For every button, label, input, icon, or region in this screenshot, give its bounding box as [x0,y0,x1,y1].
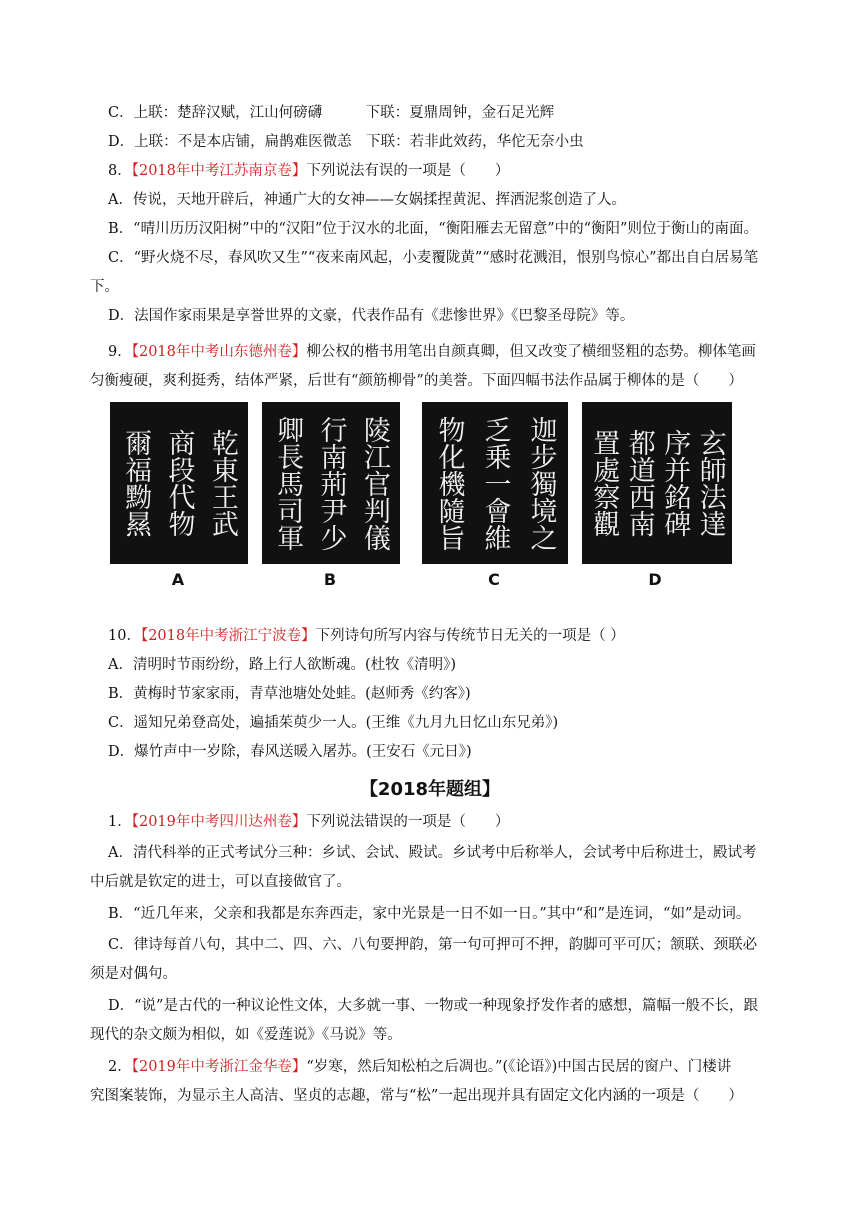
callig-col: 序并銘碑 [659,429,691,537]
calligraphy-image-b [262,402,400,564]
callig-col: 商段代物 [163,429,195,537]
callig-col: 都道西南 [623,429,655,537]
q10-stem [108,626,625,646]
callig-col: 卿長馬司軍 [272,415,304,551]
q10-option-d: D．爆竹声中一岁除，春风送暖入屠苏。(王安石《元日》) [108,744,472,760]
g1-option-d-cont: 现代的杂文颇为相似，如《爱莲说》《马说》等。 [90,1027,402,1043]
q8-question: 下列说法有误的一项是（ ） [306,163,510,179]
g1-option-c: C．律诗每首八句，其中二、四、六、八句要押韵，第一句可押可不押，韵脚可平可仄；颔联、颈联必 [108,937,758,953]
g1-option-c-cont: 须是对偶句。 [90,966,177,982]
g2-source-tag: 【2019年中考浙江金华卷】 [131,1059,307,1075]
calligraphy-image-d [582,402,732,564]
g1-option-a: A．清代科举的正式考试分三种：乡试、会试、殿试。乡试考中后称举人，会试考中后称进士，殿试考 [108,845,757,861]
calligraphy-label-a: A [171,570,185,589]
g2-question: “岁寒，然后知松柏之后凋也。”(《论语》)中国古民居的窗户、门楼讲 [306,1059,732,1075]
q7-option-d: D．上联：不是本店铺，扁鹊难医微恙 下联：若非此效药，华佗无奈小虫 [108,134,584,150]
q8-option-c-cont: 下。 [90,279,119,295]
calligraphy-image-c [422,402,568,564]
q9-source-tag: 【2018年中考山东德州卷】 [131,344,307,360]
q10-option-a: A．清明时节雨纷纷，路上行人欲断魂。(杜牧《清明》) [108,657,457,673]
callig-col: 陵江官判儀 [358,415,390,551]
g2-stem [108,1057,731,1077]
q10-source-tag: 【2018年中考浙江宁波卷】 [140,628,316,644]
callig-col: 行南荊尹少 [315,415,347,551]
q9-number: 9． [108,344,132,360]
g1-option-b: B．“近几年来，父亲和我都是东奔西走，家中光景是一日不如一日。”其中“和”是连词，“如”是动词。 [108,906,751,922]
q8-option-d: D．法国作家雨果是享誉世界的文豪，代表作品有《悲惨世界》《巴黎圣母院》等。 [108,308,635,324]
q8-number: 8． [108,163,132,179]
q7-option-c: C．上联：楚辞汉赋，江山何磅礴 下联：夏鼎周钟，金石足光辉 [108,105,555,121]
calligraphy-label-b: B [323,570,337,589]
g1-option-d: D．“说”是古代的一种议论性文体，大多就一事、一物或一种现象抒发作者的感想，篇幅一般不长，跟 [108,998,758,1014]
q9-stem [108,342,756,362]
callig-col: 乏乗一會維 [479,415,511,551]
g1-source-tag: 【2019年中考四川达州卷】 [131,814,307,830]
g1-question: 下列说法错误的一项是（ ） [306,814,510,830]
g2-question-cont: 究图案装饰，为显示主人高洁、坚贞的志趣，常与“松”一起出现并具有固定文化内涵的一项是（ ） [90,1088,743,1104]
q9-question: 柳公权的楷书用笔出自颜真卿，但又改变了横细竖粗的态势。柳体笔画 [306,344,756,360]
q8-option-c: C．“野火烧不尽，春风吹又生”“夜来南风起，小麦覆陇黄”“感时花溅泪，恨别鸟惊心”都出自白居易笔 [108,250,759,266]
calligraphy-label-d: D [648,570,662,589]
g1-number: 1． [108,814,132,830]
q10-option-c: C．遥知兄弟登高处，遍插茱萸少一人。(王维《九月九日忆山东兄弟》) [108,715,559,731]
callig-col: 爾福黝㬎 [120,429,152,537]
q10-option-b: B．黄梅时节家家雨，青草池塘处处蛙。(赵师秀《约客》) [108,686,471,702]
q8-source-tag: 【2018年中考江苏南京卷】 [131,163,307,179]
q10-question: 下列诗句所写内容与传统节日无关的一项是（ ） [315,628,625,644]
callig-col: 乾東王武 [206,429,238,537]
callig-col: 迦步獨境之 [525,415,557,551]
q10-number: 10． [108,628,141,644]
g1-option-a-cont: 中后就是钦定的进士，可以直接做官了。 [90,874,351,890]
section-heading: 【2018年题组】 [359,779,501,800]
g1-stem [108,812,509,832]
q8-stem [108,161,509,181]
q8-option-b: B．“晴川历历汉阳树”中的“汉阳”位于汉水的北面，“衡阳雁去无留意”中的“衡阳”则位于衡山的南面。 [108,221,758,237]
calligraphy-image-a [110,402,248,564]
q8-option-a: A．传说，天地开辟后，神通广大的女神——女娲揉捏黄泥、挥洒泥浆创造了人。 [108,192,626,208]
callig-col: 物化機隨旨 [433,415,465,551]
callig-col: 玄師法達 [694,429,726,537]
callig-col: 置處察觀 [588,429,620,537]
q9-question-cont: 匀衡瘦硬，爽利挺秀，结体严紧，后世有“颜筋柳骨”的美誉。下面四幅书法作品属于柳体的是（ ） [90,373,743,389]
calligraphy-label-c: C [488,570,500,589]
g2-number: 2． [108,1059,132,1075]
